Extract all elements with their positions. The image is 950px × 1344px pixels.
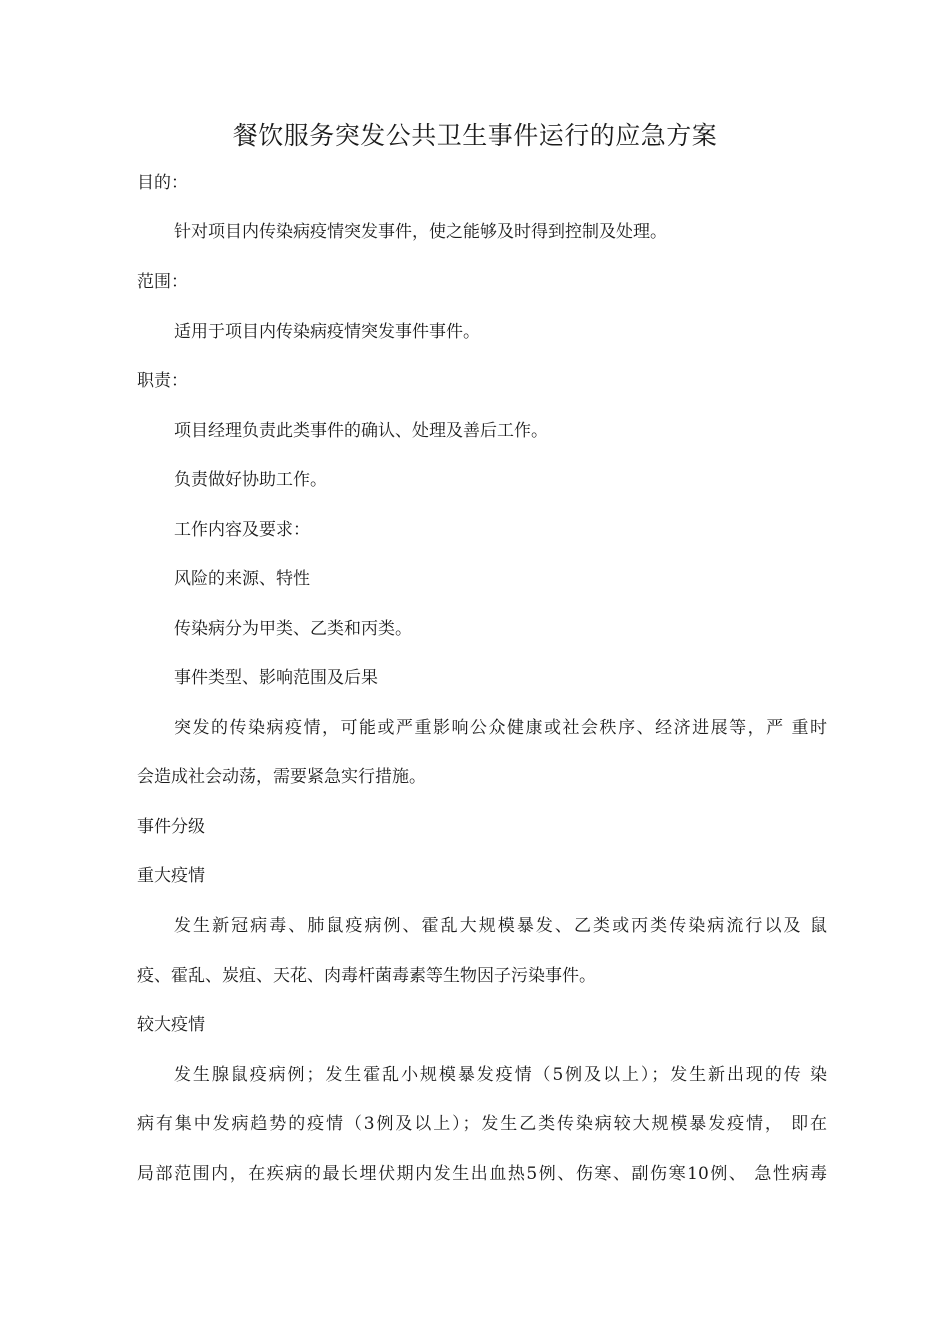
- paragraph-impact-line-1: 突发的传染病疫情，可能或严重影响公众健康或社会秩序、经济进展等，严 重时: [174, 718, 827, 738]
- paragraph-impact-line-2: 会造成社会动荡，需要紧急实行措施。: [137, 767, 426, 787]
- paragraph-larger-line-1: 发生腺鼠疫病例；发生霍乱小规模暴发疫情（5例及以上）；发生新出现的传 染: [174, 1065, 827, 1085]
- section-heading-responsibility: 职责：: [137, 371, 188, 391]
- paragraph-disease-classes: 传染病分为甲类、乙类和丙类。: [174, 619, 412, 639]
- section-heading-larger: 较大疫情: [137, 1015, 205, 1035]
- paragraph-major-line-2: 疫、霍乱、炭疽、天花、肉毒杆菌毒素等生物因子污染事件。: [137, 966, 596, 986]
- paragraph-larger-line-3: 局部范围内，在疾病的最长埋伏期内发生出血热5例、伤寒、副伤寒10例、 急性病毒: [137, 1164, 827, 1184]
- section-heading-grading: 事件分级: [137, 817, 205, 837]
- section-heading-purpose: 目的：: [137, 173, 188, 193]
- paragraph-major-line-1: 发生新冠病毒、肺鼠疫病例、霍乱大规模暴发、乙类或丙类传染病流行以及 鼠: [174, 916, 827, 936]
- paragraph-risk-source: 风险的来源、特性: [174, 569, 310, 589]
- paragraph-scope: 适用于项目内传染病疫情突发事件事件。: [174, 322, 480, 342]
- paragraph-event-type: 事件类型、影响范围及后果: [174, 668, 378, 688]
- paragraph-purpose: 针对项目内传染病疫情突发事件，使之能够及时得到控制及处理。: [174, 222, 667, 242]
- paragraph-responsibility-2: 负责做好协助工作。: [174, 470, 327, 490]
- document-title: 餐饮服务突发公共卫生事件运行的应急方案: [232, 121, 718, 150]
- section-heading-scope: 范围：: [137, 272, 188, 292]
- paragraph-work-content: 工作内容及要求：: [174, 520, 310, 540]
- section-heading-major: 重大疫情: [137, 866, 205, 886]
- paragraph-responsibility-1: 项目经理负责此类事件的确认、处理及善后工作。: [174, 421, 548, 441]
- paragraph-larger-line-2: 病有集中发病趋势的疫情（3例及以上）；发生乙类传染病较大规模暴发疫情， 即在: [137, 1114, 827, 1134]
